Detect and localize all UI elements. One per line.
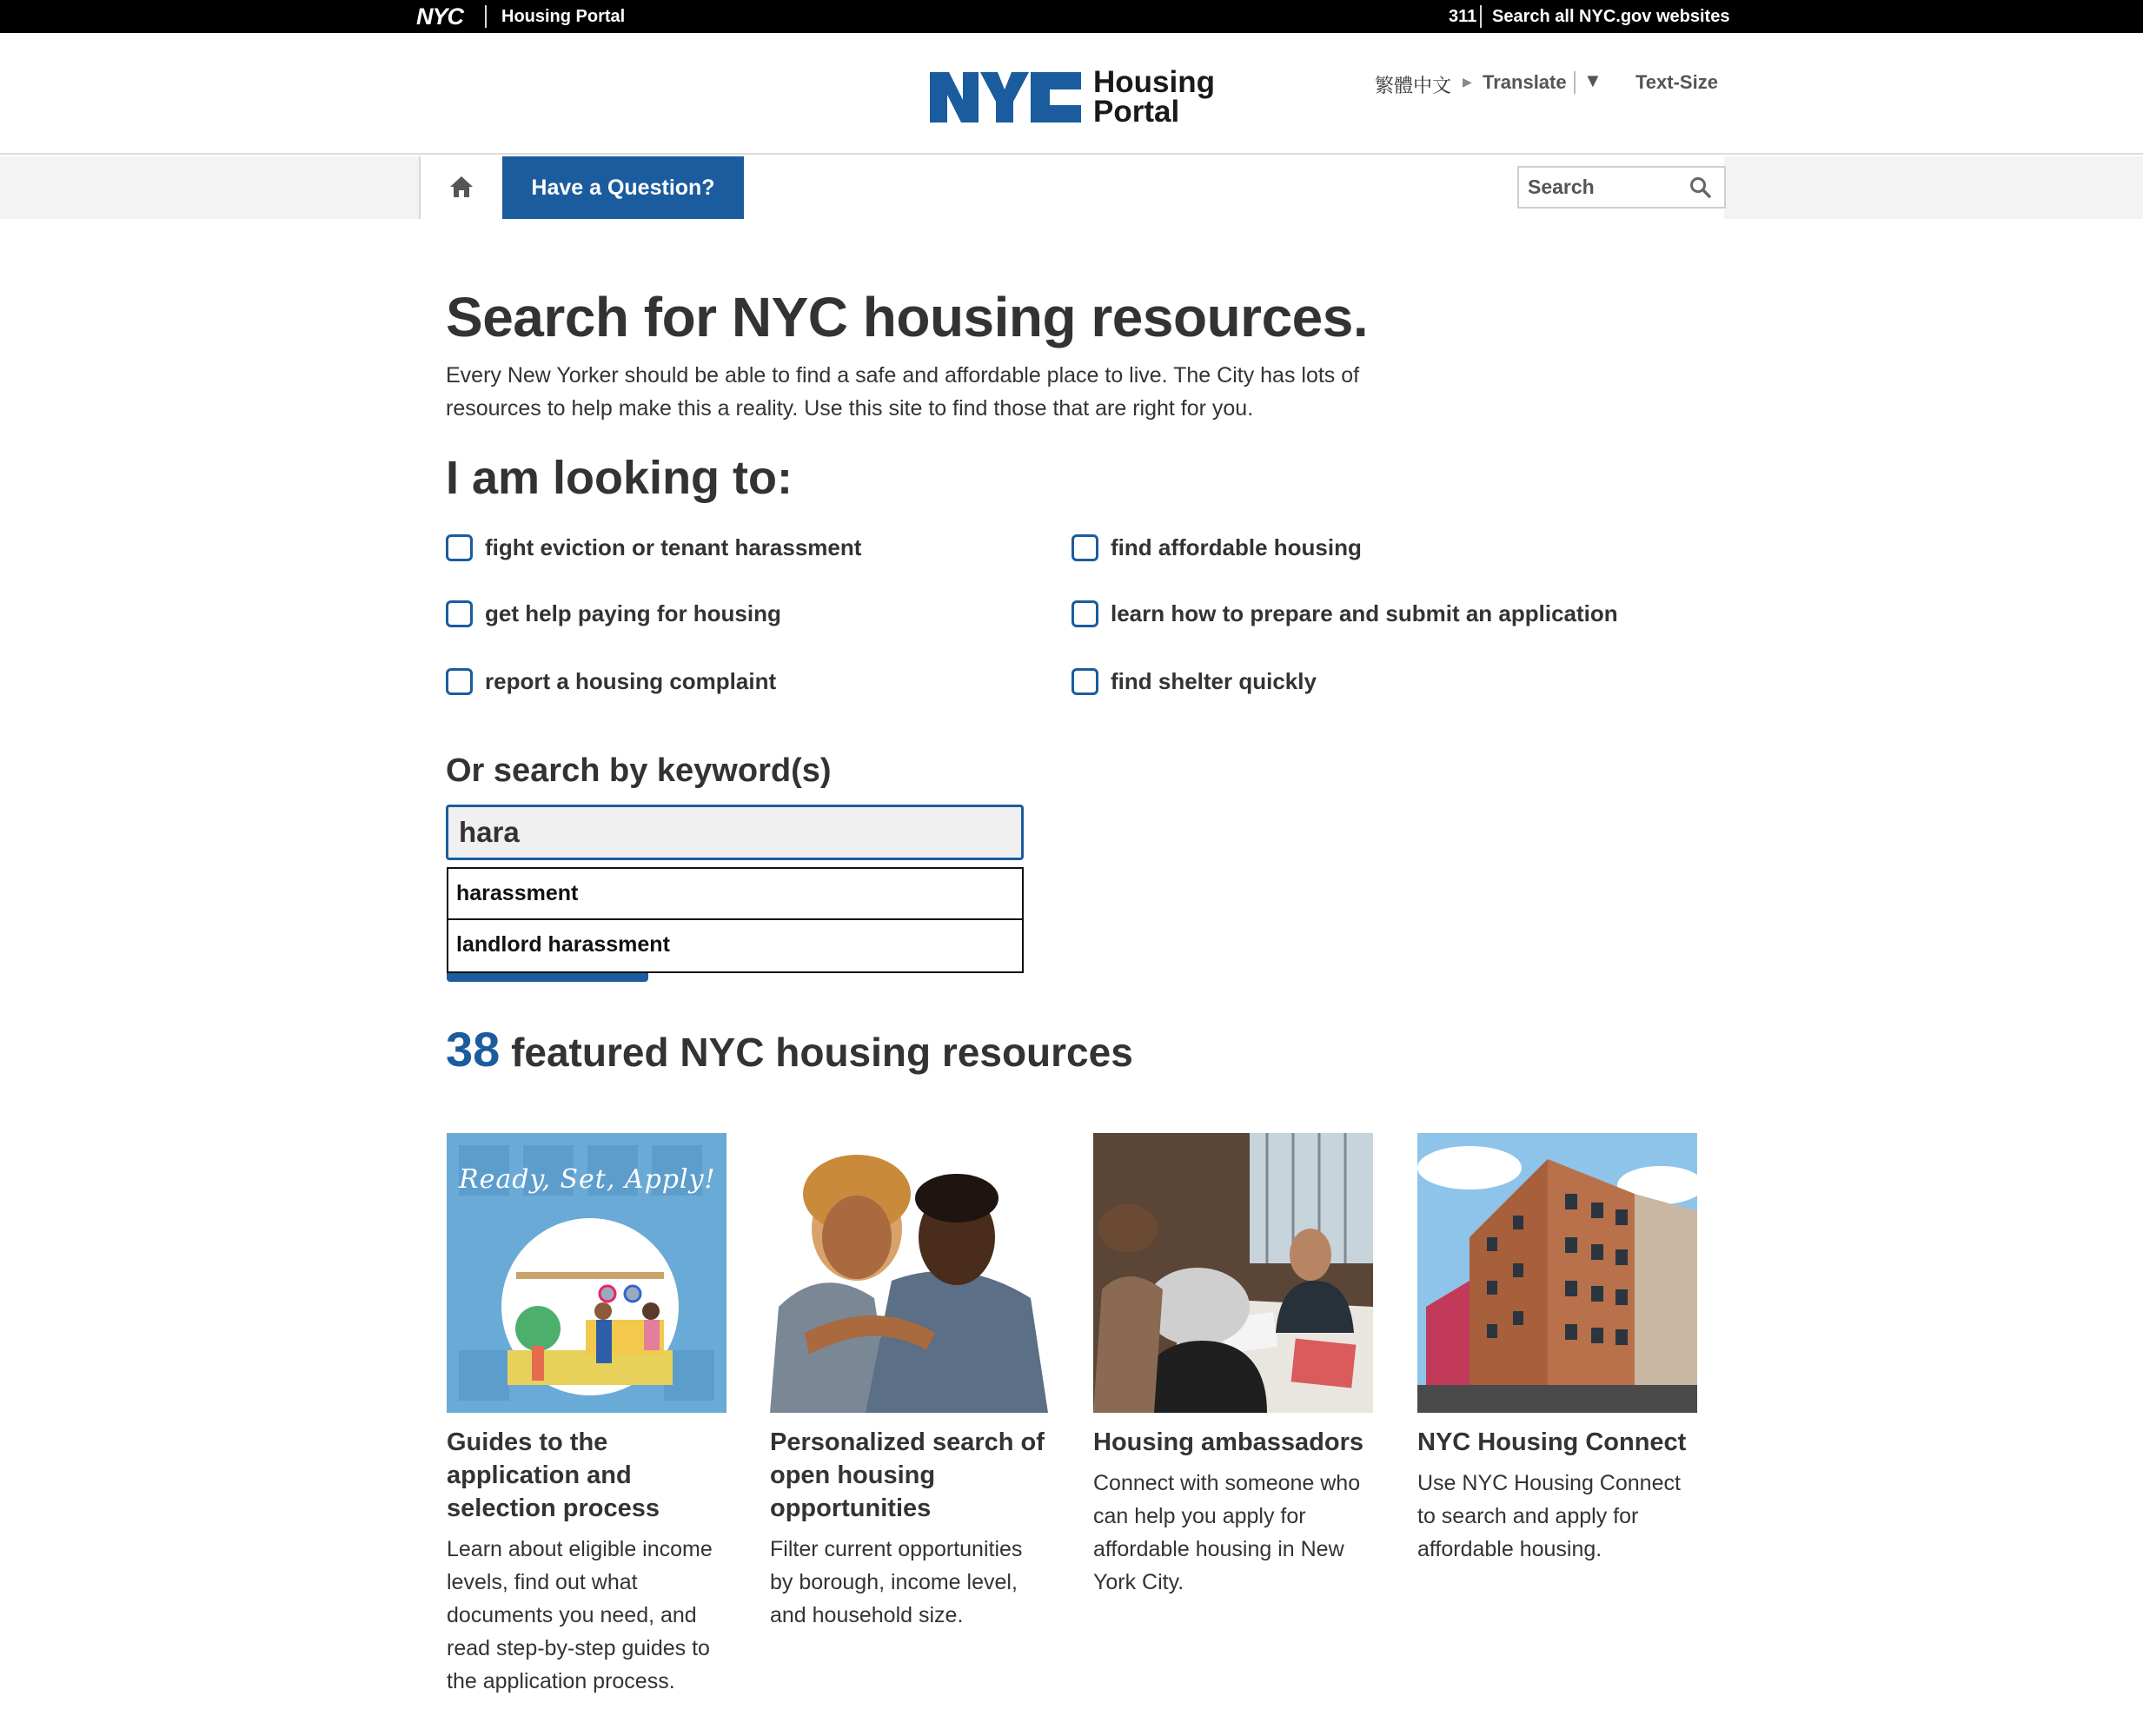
card-title[interactable]: NYC Housing Connect: [1417, 1428, 1687, 1456]
nav-search-box: [1517, 166, 1726, 209]
featured-label: featured NYC housing resources: [500, 1030, 1133, 1075]
card-title[interactable]: Personalized search of open housing opportunities: [770, 1428, 1045, 1522]
autocomplete-list: [447, 867, 1024, 973]
home-button[interactable]: [421, 156, 502, 217]
card-description: Connect with someone who can help you apply for affordable housing in New York City.: [1093, 1471, 1361, 1594]
home-icon: [448, 175, 474, 199]
checkbox[interactable]: [446, 668, 473, 695]
card-description: Learn about eligible income levels, find out what documents you need, and read step-by-step guides to the application process.: [447, 1537, 713, 1693]
checkbox[interactable]: [1072, 600, 1098, 627]
site-header: [0, 33, 2143, 155]
language-chinese-link[interactable]: 繁體中文: [1375, 76, 1452, 97]
checkbox[interactable]: [446, 600, 473, 627]
option-get-help-paying[interactable]: [446, 600, 781, 627]
nav-search-input[interactable]: [1519, 170, 1675, 205]
translate-button[interactable]: Translate: [1483, 71, 1567, 93]
checkbox[interactable]: [1072, 668, 1098, 695]
option-label: find affordable housing: [1111, 534, 1362, 560]
card-image-people-hugging[interactable]: [770, 1133, 1050, 1413]
housing-portal-link[interactable]: Housing Portal: [501, 7, 626, 26]
resource-card-guides[interactable]: [447, 1133, 726, 1698]
card-image-caption: Ready, Set, Apply!: [459, 1164, 716, 1195]
caret-down-icon[interactable]: ▼: [1583, 70, 1602, 91]
text-size-button[interactable]: Text-Size: [1635, 71, 1718, 93]
autocomplete-option[interactable]: harassment: [448, 869, 1022, 920]
have-a-question-button[interactable]: Have a Question?: [502, 156, 744, 219]
checkbox[interactable]: [1072, 534, 1098, 561]
logo-line-portal: Portal: [1093, 95, 1180, 129]
option-find-affordable-housing[interactable]: [1072, 534, 1362, 561]
keyword-search-input[interactable]: [446, 805, 1024, 860]
option-fight-eviction[interactable]: [446, 534, 861, 561]
checkbox[interactable]: [446, 534, 473, 561]
featured-count: 38: [446, 1022, 501, 1077]
housing-portal-logo[interactable]: [928, 65, 1215, 129]
top-bar: [0, 0, 2143, 33]
option-label: learn how to prepare and submit an application: [1111, 600, 1618, 626]
building-photo-placeholder: [1417, 1133, 1697, 1413]
card-title[interactable]: Housing ambassadors: [1093, 1428, 1364, 1456]
topbar-divider: [485, 5, 487, 28]
resource-card-housing-connect[interactable]: [1417, 1133, 1697, 1566]
page-title: Search for NYC housing resources.: [446, 286, 1369, 348]
option-report-complaint[interactable]: [446, 668, 776, 695]
search-all-nyc-link[interactable]: Search all NYC.gov websites: [1492, 7, 1730, 26]
option-label: find shelter quickly: [1111, 668, 1317, 694]
caret-right-icon: ▶: [1463, 75, 1472, 89]
card-description: Use NYC Housing Connect to search and apply for affordable housing.: [1417, 1471, 1681, 1561]
nyc-mini-logo[interactable]: NYC: [416, 3, 464, 30]
card-image-apartment-building[interactable]: [1417, 1133, 1697, 1413]
card-description: Filter current opportunities by borough, income level, and household size.: [770, 1537, 1023, 1627]
people-photo-placeholder: [770, 1133, 1050, 1413]
option-label: report a housing complaint: [485, 668, 777, 694]
link-311[interactable]: 311: [1449, 7, 1477, 26]
card-title[interactable]: Guides to the application and selection process: [447, 1428, 660, 1522]
autocomplete-option[interactable]: landlord harassment: [456, 932, 670, 957]
logo-line-housing: Housing: [1093, 65, 1215, 99]
meeting-photo-placeholder: [1093, 1133, 1373, 1413]
search-icon[interactable]: [1689, 176, 1712, 199]
nyc-logo-icon: [928, 70, 1083, 124]
keyword-heading: Or search by keyword(s): [446, 752, 832, 789]
option-label: get help paying for housing: [485, 600, 781, 626]
logo-text: [1093, 65, 1215, 129]
option-learn-application[interactable]: [1072, 600, 1618, 627]
option-find-shelter[interactable]: [1072, 668, 1317, 695]
looking-to-heading: I am looking to:: [446, 452, 793, 504]
resource-card-personalized-search[interactable]: [770, 1133, 1050, 1632]
featured-heading: [446, 1021, 1133, 1077]
resource-card-housing-ambassadors[interactable]: [1093, 1133, 1373, 1599]
card-image-ready-set-apply[interactable]: [447, 1133, 726, 1413]
card-image-ambassadors-meeting[interactable]: [1093, 1133, 1373, 1413]
translate-divider: [1574, 71, 1576, 94]
option-label: fight eviction or tenant harassment: [485, 534, 862, 560]
topbar-divider: [1480, 5, 1482, 28]
intro-text: Every New Yorker should be able to find a safe and affordable place to live. The City has lots of resources to help make this a reality. Use this site to find those that are right for you.: [446, 363, 1360, 421]
